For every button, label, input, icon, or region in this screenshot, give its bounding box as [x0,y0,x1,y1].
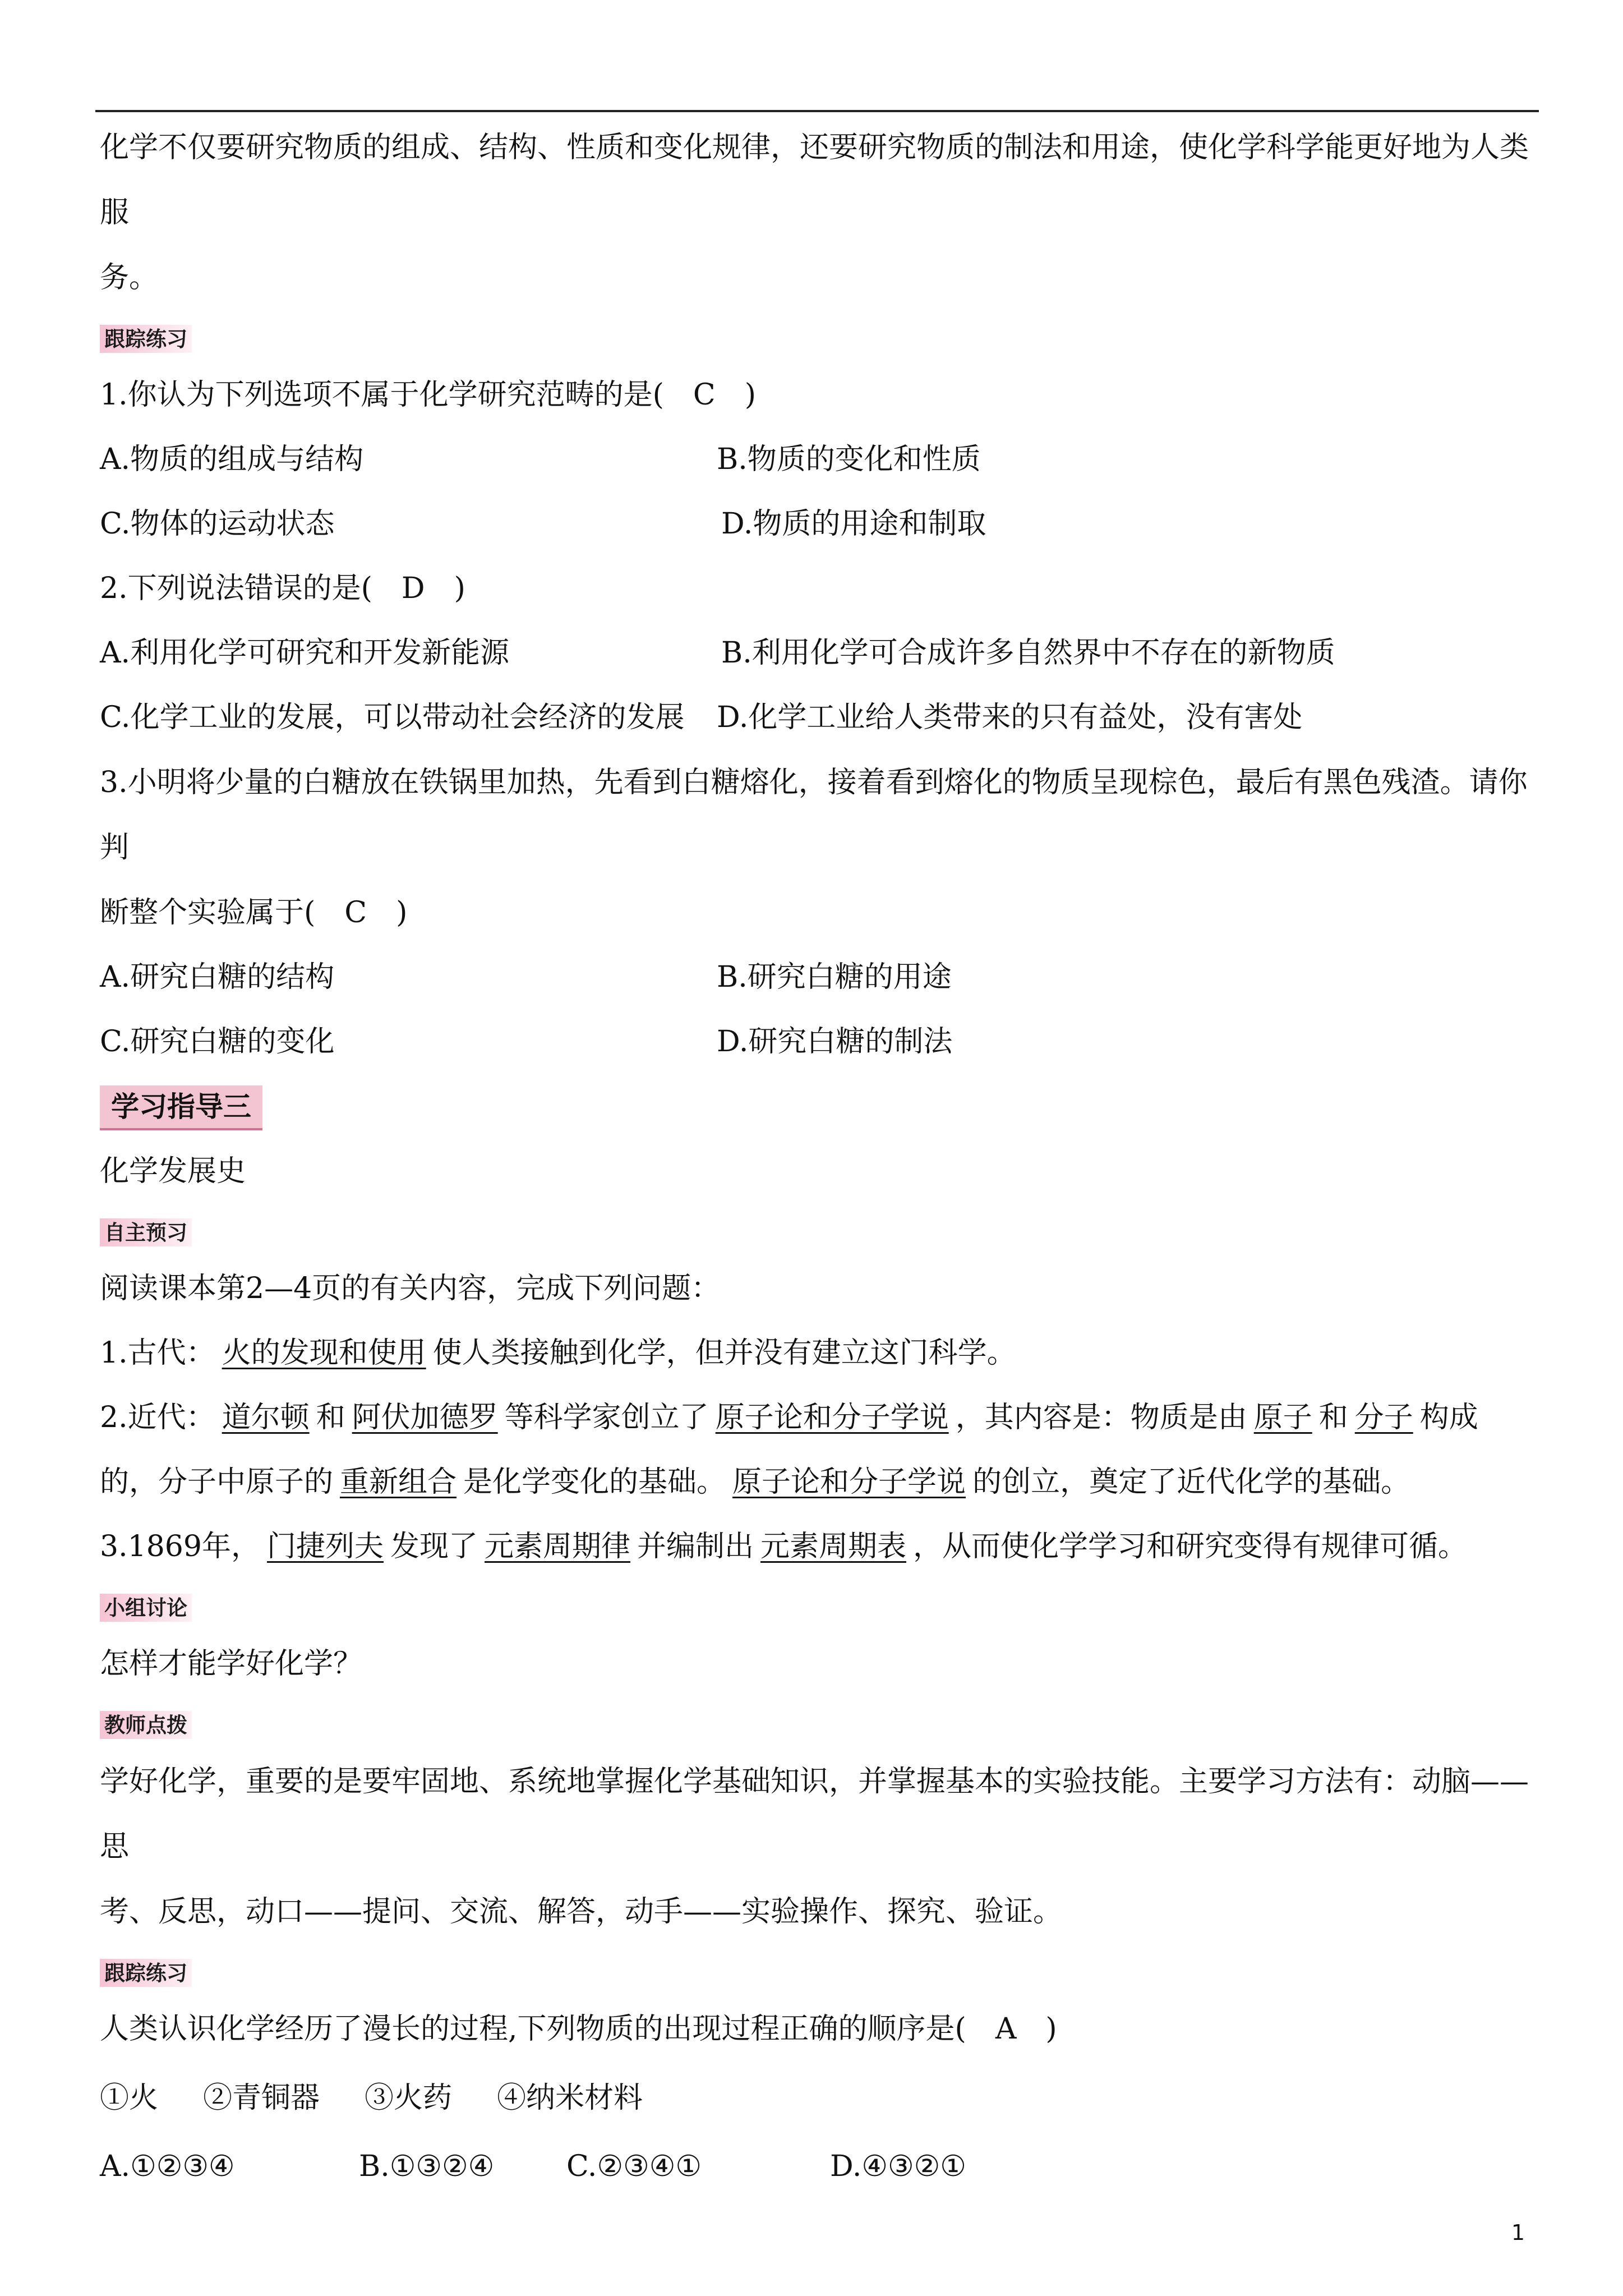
self-preview-label: 自主预习 [100,1218,192,1246]
q3-option-b: B.研究白糖的用途 [717,960,952,994]
preview-1-text: 使人类接触到化学，但并没有建立这门科学。 [432,1336,1016,1370]
document-body [100,115,1547,2199]
preview-2-text: 和 [316,1401,345,1434]
question-2-stem: 2.下列说法错误的是( D ) [100,572,465,605]
question-3-options-row-1 [100,945,1547,1010]
q2-option-b: B.利用化学可合成许多自然界中不存在的新物质 [721,636,1335,670]
preview-2-prefix: 2.近代： [100,1401,215,1434]
question-1-options-row-1 [100,427,1547,492]
q4-item: ①火 [100,2081,159,2115]
discussion-question: 怎样才能学好化学？ [100,1647,363,1681]
preview-2b-text: 的，分子中原子的 [100,1465,334,1499]
preview-2-text: 等科学家创立了 [504,1401,709,1434]
q4-option-c: C.②③④① [566,2150,702,2183]
preview-item-2 [100,1386,1547,1450]
q2-option-c: C.化学工业的发展，可以带动社会经济的发展 [100,701,685,734]
answer-blank: 元素周期律 [484,1530,630,1563]
page-number: 1 [1511,2220,1525,2245]
intro-line-2: 务。 [100,261,159,295]
preview-2b-text: 的创立，奠定了近代化学的基础。 [972,1465,1410,1499]
preview-3-text: 发现了 [390,1530,478,1563]
answer-blank: 火的发现和使用 [222,1336,426,1370]
preview-2-text: 构成 [1419,1401,1478,1434]
question-4-options [100,2134,1547,2199]
question-3-stem [100,750,1547,945]
teacher-line-2: 考、反思，动口——提问、交流、解答，动手——实验操作、探究、验证。 [100,1895,1063,1929]
question-4-stem: 人类认识化学经历了漫长的过程,下列物质的出现过程正确的顺序是( A ) [100,2012,1057,2046]
q3-stem-line-2: 断整个实验属于( C ) [100,896,408,930]
q1-option-a: A.物质的组成与结构 [100,443,364,476]
preview-item-3 [100,1515,1547,1579]
question-1-stem: 1.你认为下列选项不属于化学研究范畴的是( C ) [100,378,756,412]
answer-blank: 门捷列夫 [266,1530,384,1563]
q4-item: ③火药 [365,2081,453,2115]
answer-blank: 原子 [1253,1401,1312,1434]
q4-option-b: B.①③②④ [359,2150,495,2183]
preview-2-text: ，其内容是：物质是由 [955,1401,1247,1434]
q4-item: ②青铜器 [203,2081,320,2115]
q2-option-a: A.利用化学可研究和开发新能源 [100,636,510,670]
q3-option-a: A.研究白糖的结构 [100,960,335,994]
tracking-practice-label-2: 跟踪练习 [100,1959,192,1987]
q3-stem-line-1: 3.小明将少量的白糖放在铁锅里加热，先看到白糖熔化，接着看到熔化的物质呈现棕色，最后有黑色残渣。请你判 [100,766,1528,864]
question-2-options-row-2 [100,685,1547,750]
q2-option-d: D.化学工业给人类带来的只有益处，没有害处 [717,701,1303,734]
question-2-options-row-1 [100,621,1547,685]
preview-2b-text: 是化学变化的基础。 [463,1465,726,1499]
q1-option-c: C.物体的运动状态 [100,507,335,541]
group-discussion-label: 小组讨论 [100,1594,192,1622]
preview-3-text: ，从而使化学学习和研究变得有规律可循。 [913,1530,1468,1563]
section-topic: 化学发展史 [100,1154,246,1188]
preview-item-1 [100,1321,1547,1386]
preview-intro: 阅读课本第2—4页的有关内容，完成下列问题： [100,1272,721,1305]
q4-item: ④纳米材料 [497,2081,643,2115]
preview-2-text: 和 [1318,1401,1348,1434]
answer-blank: 道尔顿 [222,1401,310,1434]
q1-option-d: D.物质的用途和制取 [721,507,986,541]
teacher-tips-paragraph [100,1749,1547,1944]
q4-option-d: D.④③②① [830,2150,966,2183]
question-3-options-row-2 [100,1010,1547,1074]
q1-option-b: B.物质的变化和性质 [717,443,981,476]
answer-blank: 重新组合 [340,1465,457,1499]
q3-option-c: C.研究白糖的变化 [100,1025,335,1059]
preview-item-2-continued [100,1450,1547,1515]
teacher-line-1: 学好化学，重要的是要牢固地、系统地掌握化学基础知识，并掌握基本的实验技能。主要学习方法有：动脑——思 [100,1765,1529,1864]
preview-3-prefix: 3.1869年， [100,1530,260,1563]
question-1-options-row-2 [100,492,1547,556]
intro-line-1: 化学不仅要研究物质的组成、结构、性质和变化规律，还要研究物质的制法和用途，使化学科学能更好地为人类服 [100,131,1529,229]
answer-blank: 原子论和分子学说 [732,1465,966,1499]
answer-blank: 阿伏加德罗 [352,1401,498,1434]
question-4-items [100,2062,1547,2134]
section-heading-guide-3: 学习指导三 [100,1085,262,1130]
answer-blank: 元素周期表 [760,1530,907,1563]
intro-paragraph [100,115,1547,310]
q4-option-a: A.①②③④ [100,2150,235,2183]
q3-option-d: D.研究白糖的制法 [717,1025,953,1059]
preview-3-text: 并编制出 [637,1530,754,1563]
answer-blank: 原子论和分子学说 [715,1401,949,1434]
tracking-practice-label: 跟踪练习 [100,325,192,353]
answer-blank: 分子 [1354,1401,1413,1434]
teacher-tips-label: 教师点拨 [100,1711,192,1739]
preview-1-prefix: 1.古代： [100,1336,215,1370]
top-rule [95,110,1539,112]
